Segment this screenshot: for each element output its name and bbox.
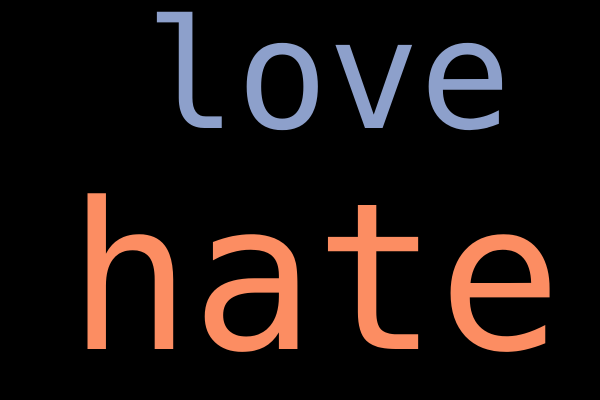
word-love: love	[145, 0, 512, 164]
word-hate: hate	[68, 160, 562, 398]
